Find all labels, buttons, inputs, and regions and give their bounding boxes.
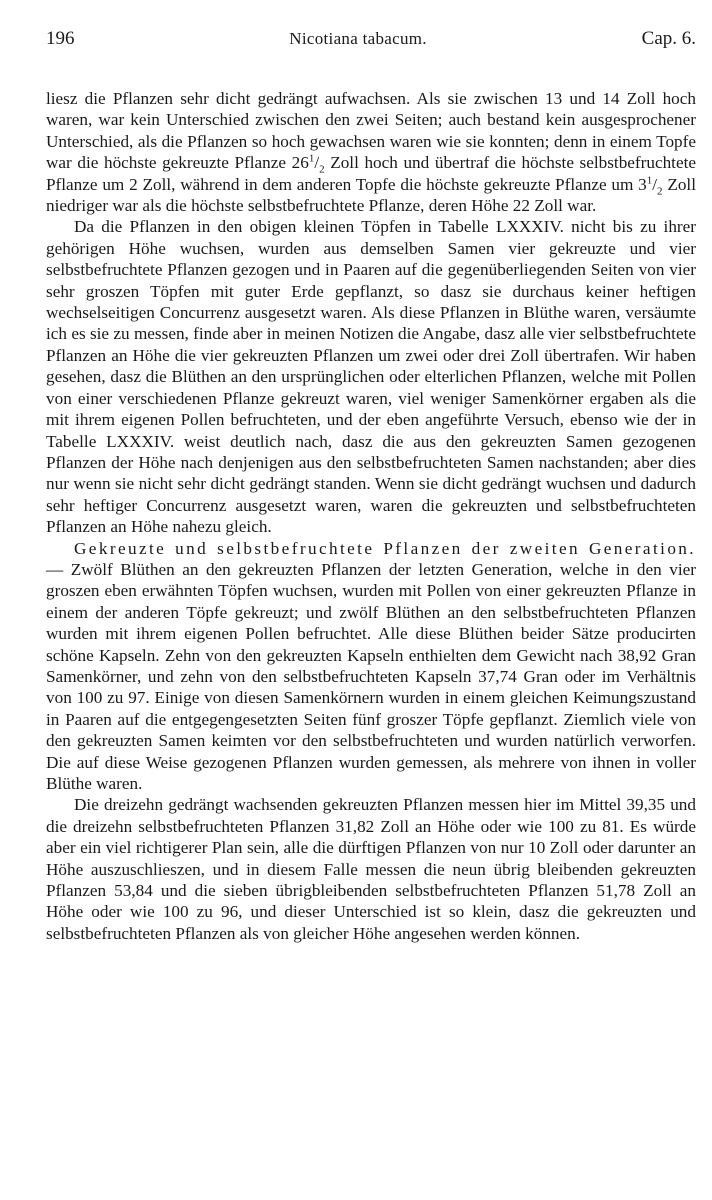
fraction-numerator: 1 [646, 173, 653, 186]
page-header [46, 28, 696, 68]
paragraph-1-text-c: Zoll niedriger war als die höchste selbstbefruchtete Pflanze, deren Höhe 22 Zoll war. [46, 174, 696, 216]
paragraph-3 [46, 538, 696, 795]
page-number: 196 [46, 28, 75, 49]
chapter-label: Cap. 6. [641, 28, 696, 49]
paragraph-4: Die dreizehn gedrängt wachsenden gekreuzten Pflanzen messen hier im Mittel 39,35 und die dreizehn selbstbefruchteten Pflanzen 31,82 Zoll an Höhe oder wie 100 zu 81. Es würde aber ein viel richtigerer Plan sein, alle die dürftigen Pflanzen von nur 10 Zoll oder darunter an Höhe auszuschlieszen, und in diesem Falle messen die neun übrig bleibenden gekreuzten Pflanzen 53,84 und die sieben übrigbleibenden selbstbefruchteten Pflanzen 51,78 Zoll an Höhe oder wie 100 zu 96, und dieser Unterschied ist so klein, dasz die gekreuzten und selbstbefruchteten Pflanzen als von gleicher Höhe angesehen werden können. [46, 795, 696, 943]
page-body [46, 88, 696, 944]
paragraph-1-text-b: Zoll hoch und übertraf die höchste selbstbefruchtete Pflanze um 2 Zoll, während in dem anderen Topfe die höchste gekreuzte Pflanze um 3 [46, 153, 696, 194]
section-heading: Gekreuzte und selbstbefruchtete Pflanzen der zweiten Generation. [74, 538, 696, 558]
fraction-denominator: 2 [657, 185, 663, 198]
fraction-denominator: 2 [319, 163, 325, 176]
paragraph-3-text: — Zwölf Blüthen an den gekreuzten Pflanzen der letzten Generation, welche in den vier groszen eben erwähnten Töpfen wuchsen, wurden mit Pollen von einer gekreuzten Pflanze in einem der anderen Töpfe gekreuzt; und zwölf Blüthen an den selbstbefruchteten Pflanzen wurden mit ihrem eigenen Pollen befruchtet. Alle diese Blüthen beider Sätze producirten schöne Kapseln. Zehn von den gekreuzten Kapseln enthielten dem Gewicht nach 38,92 Gran Samenkörner, und zehn von den selbstbefruchteten Kapseln 37,74 Gran oder im Verhältnis von 100 zu 97. Einige von diesen Samenkörnern wurden in einem gleichen Keimungszustand in Paaren auf die entgegengesetzten Seiten fünf groszer Töpfe gepflanzt. Ziemlich viele von den gekreuzten Samen keimten vor den selbstbefruchteten und wurden natürlich verworfen. Die auf diese Weise gezogenen Pflanzen wurden gemessen, als mehrere von ihnen in voller Blüthe waren. [46, 559, 696, 793]
running-title: Nicotiana tabacum. [289, 29, 427, 48]
paragraph-2: Da die Pflanzen in den obigen kleinen Töpfen in Tabelle LXXXIV. nicht bis zu ihrer gehörigen Höhe wuchsen, wurden aus demselben Samen vier gekreuzte und vier selbstbefruchtete Pflanzen gezogen und in Paaren auf die gegenüberliegenden Seiten von vier sehr groszen Töpfen mit guter Erde gepflanzt, so dasz sie durchaus keiner heftigen wechselseitigen Concurrenz ausgesetzt waren. Als diese Pflanzen in Blüthe waren, versäumte ich es sie zu messen, finde aber in meinen Notizen die Angabe, dasz alle vier selbstbefruchtete Pflanzen an Höhe die vier gekreuzten Pflanzen um zwei oder drei Zoll übertrafen. Wir haben gesehen, dasz die Blüthen an den ursprünglichen oder elterlichen Pflanzen, welche mit Pollen von einer verschiedenen Pflanze gekreuzt waren, viel weniger Samenkörner ergaben als die mit ihrem eigenen Pollen befruchteten, und der eben angeführte Versuch, ebenso wie der in Tabelle LXXXIV. weist deutlich nach, dasz die aus den gekreuzten Samen gezogenen Pflanzen der Höhe nach denjenigen aus den selbstbefruchteten Samen nachstanden; aber dies nur wenn sie nicht sehr dicht gedrängt standen. Wenn sie dicht gedrängt wuchsen und dadurch sehr heftiger Concurrenz ausgesetzt waren, waren die gekreuzten und selbstbefruchteten Pflanzen an Höhe nahezu gleich. [46, 217, 696, 537]
paragraph-1-text-a: liesz die Pflanzen sehr dicht gedrängt aufwachsen. Als sie zwischen 13 und 14 Zoll hoch waren, war kein Unterschied zwischen den zwei Seiten; auch bestand kein ausgesprochener Unterschied, als die Pflanzen so hoch gewachsen waren wie sie konnten; denn in einem Topfe war die höchste gekreuzte Pflanze 26 [46, 89, 696, 173]
fraction-numerator: 1 [308, 152, 315, 165]
paragraph-1: liesz die Pflanzen sehr dicht gedrängt aufwachsen. Als sie zwischen 13 und 14 Zoll hoch waren, war kein Unterschied zwischen den zwei Seiten; auch bestand kein ausgesprochener Unterschied, als die Pflanzen so hoch gewachsen waren wie sie konnten; denn in einem Topfe war die höchste gekreuzte Pflanze $26^1/_2$ Zoll hoch und übertraf die höchste selbstbefruchtete Pflanze um 2 Zoll, während in dem anderen Topfe die höchste gekreuzte Pflanze um $3^1/_2$ Zoll niedriger war als die höchste selbstbefruchtete Pflanze, deren Höhe 22 Zoll war. [46, 89, 696, 216]
book-page [46, 28, 696, 944]
